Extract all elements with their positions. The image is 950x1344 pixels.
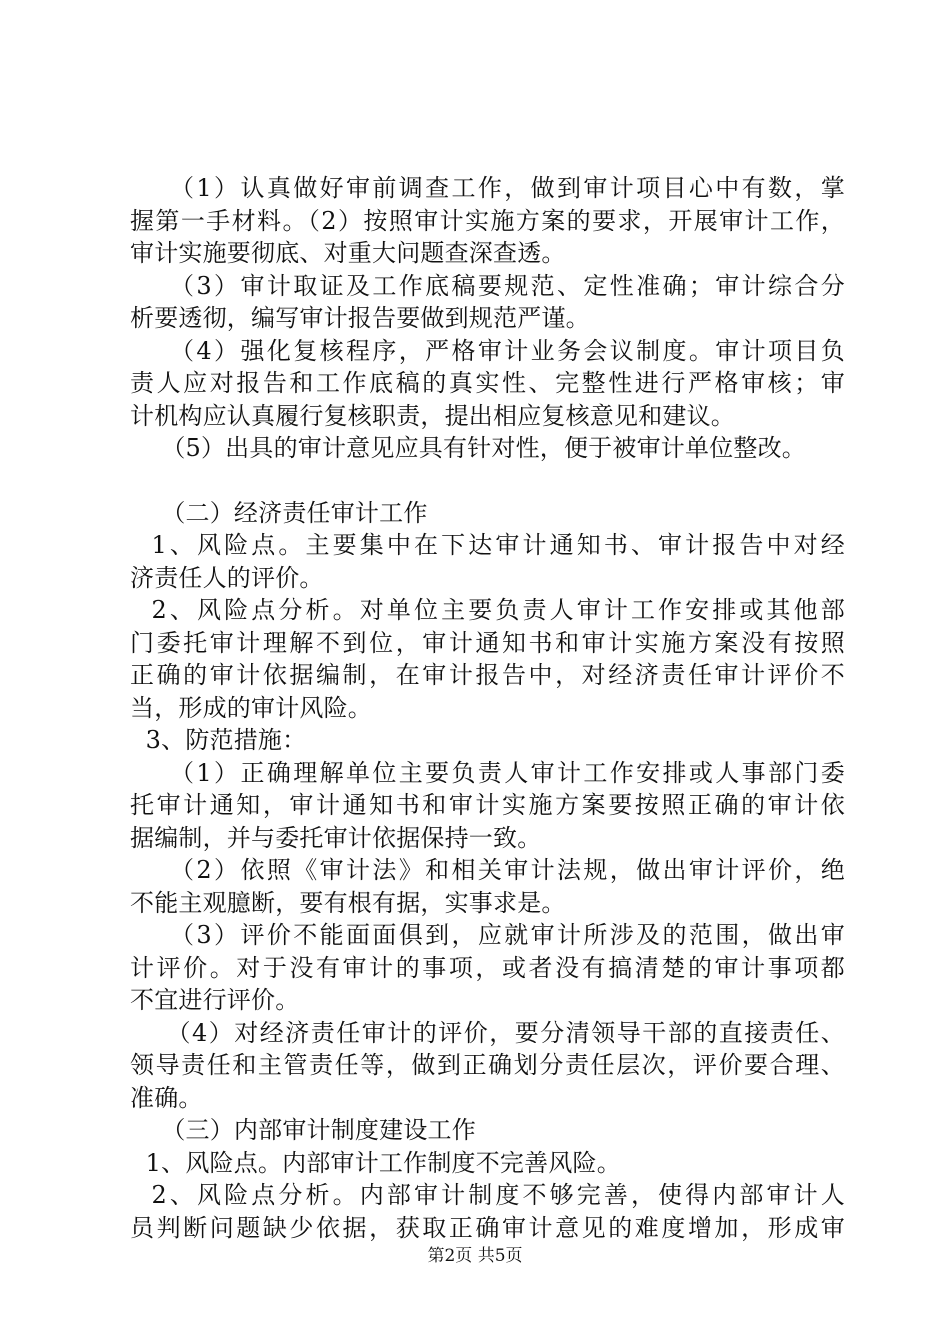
text-line: （1）认真做好审前调查工作，做到审计项目心中有数，掌 [130, 174, 845, 202]
text-line: 计评价。对于没有审计的事项，或者没有搞清楚的审计事项都 [130, 953, 845, 982]
text-line: 2、风险点分析。对单位主要负责人审计工作安排或其他部 [130, 596, 845, 624]
text-line: （4）强化复核程序，严格审计业务会议制度。审计项目负 [130, 336, 845, 365]
text-line: 1、风险点。内部审计工作制度不完善风险。 [130, 1148, 621, 1177]
text-line: （1）正确理解单位主要负责人审计工作安排或人事部门委 [130, 758, 845, 787]
document-body [130, 172, 845, 1244]
text-line: 门委托审计理解不到位，审计通知书和审计实施方案没有按照 [130, 628, 845, 657]
text-line: 握第一手材料。（2）按照审计实施方案的要求，开展审计工作， [130, 206, 845, 235]
text-line: 当，形成的审计风险。 [130, 693, 372, 722]
text-line: 不宜进行评价。 [130, 986, 300, 1014]
text-line: 3、防范措施： [130, 726, 307, 754]
text-line: 责人应对报告和工作底稿的真实性、完整性进行严格审核；审 [130, 369, 845, 397]
text-line: （5）出具的审计意见应具有针对性，便于被审计单位整改。 [130, 434, 806, 462]
text-line: 2、风险点分析。内部审计制度不够完善，使得内部审计人 [130, 1181, 845, 1209]
text-line: 计机构应认真履行复核职责，提出相应复核意见和建议。 [130, 401, 735, 430]
text-line: 领导责任和主管责任等，做到正确划分责任层次，评价要合理、 [130, 1051, 845, 1079]
text-line: （二）经济责任审计工作 [130, 498, 428, 527]
text-line: （3）评价不能面面俱到，应就审计所涉及的范围，做出审 [130, 921, 845, 949]
text-line: 析要透彻，编写审计报告要做到规范严谨。 [130, 304, 590, 332]
text-line: 不能主观臆断，要有根有据，实事求是。 [130, 888, 566, 917]
text-line: 审计实施要彻底、对重大问题查深查透。 [130, 239, 566, 267]
text-line: 准确。 [130, 1083, 203, 1112]
text-line: （三）内部审计制度建设工作 [130, 1116, 476, 1144]
text-line: （4）对经济责任审计的评价，要分清领导干部的直接责任、 [130, 1018, 845, 1047]
paragraph-gap [130, 465, 845, 497]
text-line: （3）审计取证及工作底稿要规范、定性准确；审计综合分 [130, 271, 845, 300]
text-line: 1、风险点。主要集中在下达审计通知书、审计报告中对经 [130, 531, 845, 559]
text-line: 员判断问题缺少依据，获取正确审计意见的难度增加，形成审 [130, 1213, 845, 1242]
text-line: 正确的审计依据编制，在审计报告中，对经济责任审计评价不 [130, 661, 845, 689]
text-line: 济责任人的评价。 [130, 563, 324, 592]
text-line: 据编制，并与委托审计依据保持一致。 [130, 823, 542, 852]
text-line: 托审计通知，审计通知书和审计实施方案要按照正确的审计依 [130, 791, 845, 819]
page-footer: 第2页 共5页 [427, 1246, 523, 1266]
text-line: （2）依照《审计法》和相关审计法规，做出审计评价，绝 [130, 856, 845, 884]
